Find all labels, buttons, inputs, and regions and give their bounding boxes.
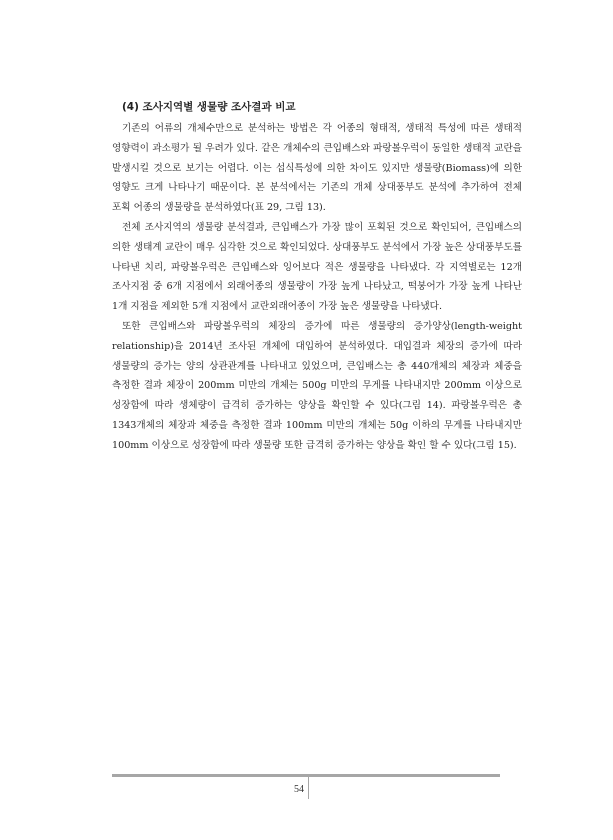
- page-number: 54: [294, 784, 304, 795]
- paragraph-length-weight: 또한 큰입배스와 파랑볼우럭의 체장의 증가에 따른 생물량의 증가양상(length-weight relationship)을 2014년 조사된 개체에 대입하여 분석하였다. 대입결과 체장의 증가에 따라 생물량의 증가는 양의 상관관계를 나타내고 있었으며, 큰입배스는 총 440개체의 체장과 체중을 측정한 결과 체장이 200mm 미만의 개체는 500g 미만의 무게를 나타내지만 200mm 이상으로 성장함에 따라 생체량이 급격히 증가하는 양상을 확인할 수 있다(그림 14). 파랑볼우럭은 총 1343개체의 체장과 체중을 측정한 결과 100mm 미만의 개체는 50g 이하의 무게를 나타내지만 100mm 이상으로 성장함에 따라 생물량 또한 급격히 증가하는 양상을 확인 할 수 있다(그림 15).: [112, 320, 522, 451]
- section-heading: (4) 조사지역별 생물량 조사결과 비교: [122, 101, 296, 113]
- footer-tick-divider: [308, 777, 309, 799]
- paragraph-biomass-method: 기존의 어류의 개체수만으로 분석하는 방법은 각 어종의 형태적, 생태적 특성에 따른 생태적 영향력이 과소평가 될 우려가 있다. 같은 개체수의 큰입배스와 파랑볼우럭이 동일한 생태적 교란을 발생시킬 것으로 보기는 어렵다. 이는 섭식특성에 의한 차이도 있지만 생물량(Biomass)에 의한 영향도 크게 나타나기 때문이다. 본 분석에서는 기존의 개체 상대풍부도 분석에 추가하여 전체 포획 어종의 생물량을 분석하였다(표 29, 그림 13).: [112, 123, 522, 214]
- paragraph-biomass-results: 전체 조사지역의 생물량 분석결과, 큰입배스가 가장 많이 포획된 것으로 확인되어, 큰입배스의 의한 생태계 교란이 매우 심각한 것으로 확인되었다. 상대풍부도 분석에서 가장 높은 상대풍부도를 나타낸 치리, 파랑볼우럭은 큰입배스와 잉어보다 적은 생물량을 나타냈다. 각 지역별로는 12개 조사지점 중 6개 지점에서 외래어종의 생물량이 가장 높게 나타났고, 떡붕어가 가장 높게 나타난 1개 지점을 제외한 5개 지점에서 교란외래어종이 가장 높은 생물량을 나타냈다.: [112, 221, 522, 313]
- footer-divider: [112, 774, 500, 777]
- document-body: [112, 100, 522, 456]
